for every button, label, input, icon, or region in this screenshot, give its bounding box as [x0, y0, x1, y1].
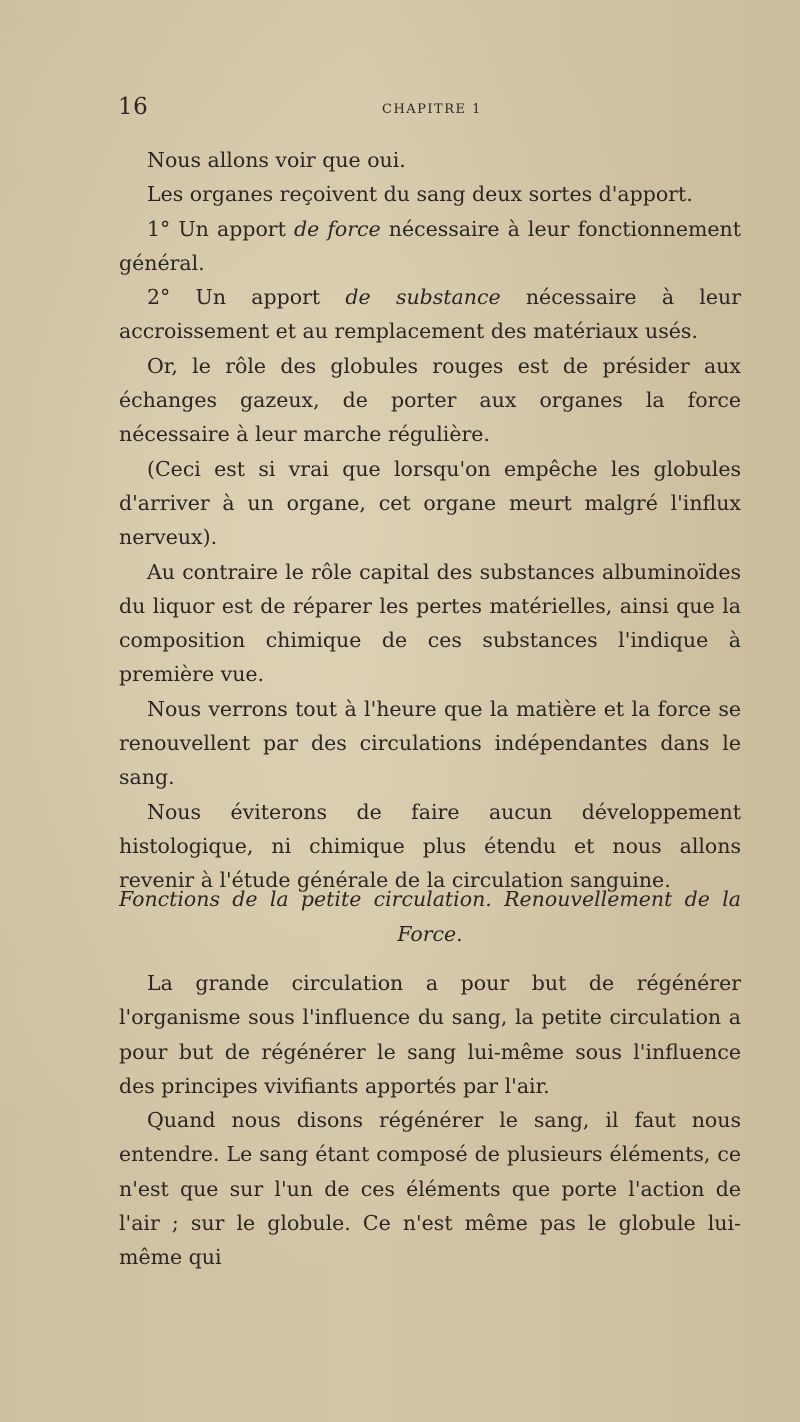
paragraph: Nous allons voir que oui.	[147, 148, 406, 172]
paragraph: La grande circulation a pour but de régénérer l'organisme sous l'influence du sang, la petite circulation a pour but de régénérer le sang lui-même sous l'influence des principes vivifiants apportés par l'air.	[119, 971, 741, 1098]
paragraph: Or, le rôle des globules rouges est de présider aux échanges gazeux, de porter aux organes la force nécessaire à leur marche régulière.	[119, 353, 741, 447]
paragraph: Nous éviterons de faire aucun développement histologique, ni chimique plus étendu et nous allons revenir à l'étude générale de la circulation sanguine.	[119, 799, 741, 893]
body-text	[119, 143, 741, 898]
paragraph: Nous verrons tout à l'heure que la matière et la force se renouvellent par des circulations indépendantes dans le sang.	[119, 696, 741, 790]
paragraph: Au contraire le rôle capital des substances albuminoïdes du liquor est de réparer les pertes matérielles, ainsi que la composition chimique de ces substances l'indique à première vue.	[119, 559, 741, 687]
paragraph	[119, 280, 741, 349]
paragraph-text: nécessaire à leur accroissement et au remplacement des matériaux usés.	[119, 285, 741, 344]
paragraph-text: nécessaire à leur fonctionnement général.	[119, 216, 741, 275]
paragraph	[119, 212, 741, 281]
page-number: 16	[118, 94, 149, 120]
emphasis: de force	[293, 216, 381, 241]
paragraph-text: 2° Un apport	[147, 285, 346, 310]
page-header	[118, 94, 738, 124]
section-heading-line: Force.	[397, 921, 463, 946]
paragraph: (Ceci est si vrai que lorsqu'on empêche les globules d'arriver à un organe, cet organe meurt malgré l'influx nerveux).	[119, 456, 741, 550]
paragraph: Les organes reçoivent du sang deux sortes d'apport.	[147, 182, 693, 207]
body-text-continued	[119, 966, 741, 1275]
paragraph: Quand nous disons régénérer le sang, il faut nous entendre. Le sang étant composé de plusieurs éléments, ce n'est que sur l'un de ces éléments que porte l'action de l'air ; sur le globule. Ce n'est même pas le globule lui-même qui	[119, 1108, 741, 1270]
section-heading-line: Fonctions de la petite circulation. Renouvellement de la	[119, 887, 741, 911]
section-heading	[119, 882, 741, 951]
paragraph-text: 1° Un apport	[147, 216, 294, 241]
emphasis: de substance	[345, 285, 501, 310]
running-head: CHAPITRE 1	[382, 102, 482, 117]
